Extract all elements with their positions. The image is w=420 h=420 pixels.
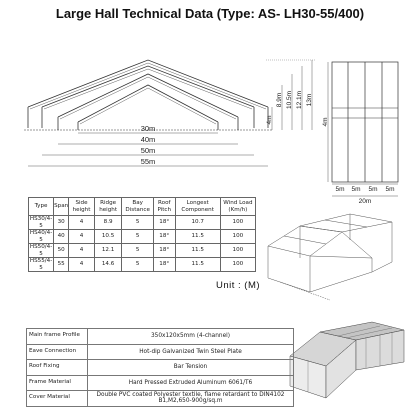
table-cell: 18°: [153, 216, 175, 230]
column-header: Roof Pitch: [153, 198, 175, 216]
table-cell: 18°: [153, 244, 175, 258]
spec-label: Roof Fixing: [27, 360, 88, 376]
spec-label: Eave Connection: [27, 344, 88, 360]
column-header: Bay Distance: [122, 198, 154, 216]
table-cell: 11.5: [175, 244, 220, 258]
span-label-30: 30m: [140, 124, 156, 133]
spec-value: Hard Pressed Extruded Aluminum 6061/T6: [88, 375, 294, 391]
bay-label: 5m: [385, 186, 395, 193]
table-cell: 10.5: [94, 230, 122, 244]
table-cell: 4: [69, 230, 95, 244]
frame-3d-sketch: [268, 214, 392, 300]
table-row: [27, 360, 294, 376]
height-label-10-5: 10.5m: [286, 90, 293, 110]
technical-data-table: [28, 197, 256, 272]
side-height-label: 4m: [322, 117, 329, 127]
table-cell: 55: [54, 258, 69, 272]
side-dimensions: [322, 117, 395, 205]
front-elevation: [24, 60, 316, 166]
table-row: [29, 244, 256, 258]
span-label-55: 55m: [140, 157, 156, 166]
front-dimensions: [141, 91, 313, 166]
table-row: [27, 375, 294, 391]
spec-value: 350x120x5mm (4-channel): [88, 329, 294, 345]
table-cell: 18°: [153, 258, 175, 272]
height-label-12-1: 12.1m: [296, 90, 303, 110]
table-cell: 12.1: [94, 244, 122, 258]
table-cell: 100: [220, 244, 255, 258]
table-cell: HS40/4-5: [29, 230, 53, 243]
table-cell: HS30/4-5: [29, 216, 53, 229]
table-cell: 11.5: [175, 258, 220, 272]
column-header: Ridge height: [94, 198, 122, 216]
table-cell: 5: [122, 230, 154, 244]
hall-3d-render: [290, 322, 404, 398]
height-label-13: 13m: [306, 93, 313, 107]
roof-frame-55: [28, 60, 268, 107]
table-row: [27, 391, 294, 407]
table-cell: 18°: [153, 230, 175, 244]
table-row: [29, 230, 256, 244]
table-cell: 11.5: [175, 230, 220, 244]
spec-value: Double PVC coated Polyester textile, flame retardant to DIN4102 B1,M2,650-900g/sq.m: [88, 391, 294, 407]
bay-label: 5m: [351, 186, 361, 193]
roof-frame-30: [78, 85, 218, 122]
table-cell: 50: [54, 244, 69, 258]
table-cell: 30: [54, 216, 69, 230]
roof-frame-50: [42, 66, 254, 107]
column-header: Wind Load (Km/h): [220, 198, 255, 216]
table-cell: 5: [122, 216, 154, 230]
spec-value: Hot-dip Galvanized Twin Steel Plate: [88, 344, 294, 360]
table-row: [27, 344, 294, 360]
table-cell: 4: [69, 258, 95, 272]
bay-label: 5m: [368, 186, 378, 193]
table-cell: 8.9: [94, 216, 122, 230]
table-cell: 100: [220, 216, 255, 230]
table-cell: 5: [122, 258, 154, 272]
spec-label: Cover Material: [27, 391, 88, 407]
table-row: [27, 329, 294, 345]
total-length-label: 20m: [358, 198, 372, 205]
roof-frame-40: [58, 74, 238, 117]
bay-label: 5m: [335, 186, 345, 193]
span-label-40: 40m: [140, 135, 156, 144]
table-cell: 100: [220, 230, 255, 244]
column-header: Longest Component: [175, 198, 220, 216]
column-header: Span: [54, 198, 69, 216]
column-header: Side height: [69, 198, 95, 216]
height-label-8-9: 8.9m: [276, 92, 283, 108]
table-row: [29, 216, 256, 230]
spec-value: Bar Tension: [88, 360, 294, 376]
table-cell: 10.7: [175, 216, 220, 230]
unit-label: Unit : (M): [216, 280, 261, 291]
table-row: [29, 258, 256, 272]
table-cell: 40: [54, 230, 69, 244]
spec-label: Main frame Profile: [27, 329, 88, 345]
table-cell: 4: [69, 244, 95, 258]
table-cell: 4: [69, 216, 95, 230]
table-cell: HS50/4-5: [29, 244, 53, 257]
page-title: Large Hall Technical Data (Type: AS- LH30-55/400): [55, 6, 365, 21]
spec-label: Frame Material: [27, 375, 88, 391]
height-label-4: 4m: [266, 115, 273, 125]
column-header: Type: [29, 198, 54, 216]
side-elevation: [328, 62, 398, 196]
table-cell: HS55/4-5: [29, 258, 53, 271]
span-label-50: 50m: [140, 146, 156, 155]
table-header-row: [29, 198, 256, 216]
specification-table: [26, 328, 294, 407]
table-cell: 14.6: [94, 258, 122, 272]
table-cell: 5: [122, 244, 154, 258]
table-cell: 100: [220, 258, 255, 272]
